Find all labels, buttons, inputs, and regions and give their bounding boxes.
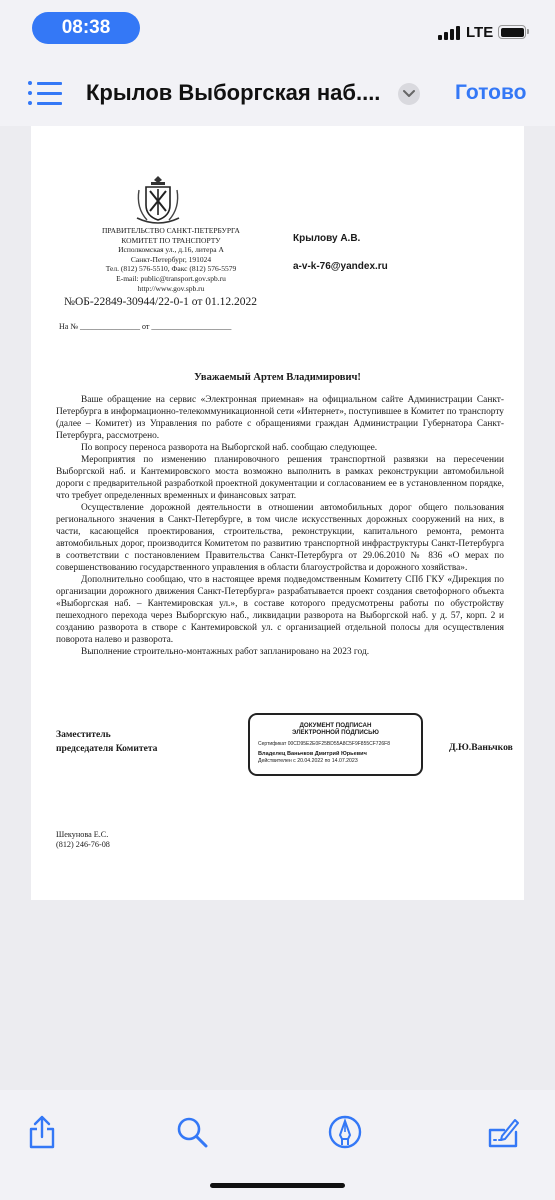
status-time: 08:38: [32, 12, 140, 44]
signatory-title: [56, 728, 157, 756]
signer-name: Д.Ю.Ваньчков: [449, 742, 513, 753]
list-icon[interactable]: [28, 80, 62, 106]
battery-icon: [498, 25, 526, 39]
registration-number: №ОБ-22849-30944/22-0-1 от 01.12.2022: [64, 296, 258, 308]
search-icon[interactable]: [172, 1112, 212, 1152]
navigation-bar: [0, 60, 555, 126]
paragraph: Дополнительно сообщаю, что в настоящее время подведомственным Комитету СПб ГКУ «Дирекция по организации дорожного движения Санкт-Петербурга» разрабатывается проект создания светофорного объекта «Выборгская наб. – Кантемировская ул.», в составе которого предусмотрены работы по обустройству пешеходного перехода через Выборгскую наб., ликвидации разворота на Выборгской наб. у д. 57, корп. 2 и созданию разворота в створе с Кантемировской ул. с организацией отдельной полосы для осуществления поворота налево и разворота.: [56, 575, 504, 645]
paragraph: Осуществление дорожной деятельности в отношении автомобильных дорог общего пользования регионального значения в Санкт-Петербурге, в том числе искусственных дорожных сооружений на них, в части, касающейся проектирования, строительства, реконструкции, капитального ремонта, ремонта автомобильных дорог, производится Комитетом по развитию транспортной инфраструктуры Санкт-Петербурга в соответствии с постановлением Правительства Санкт-Петербурга от 29.06.2010 № 836 «О мерах по совершенствованию государственного управления в области благоустройства и дорожного хозяйства».: [56, 503, 504, 573]
share-icon[interactable]: [22, 1112, 62, 1152]
electronic-signature-stamp: [248, 713, 423, 776]
signal-icon: [438, 26, 460, 40]
markup-icon[interactable]: [325, 1112, 365, 1152]
org-website: http://www.gov.spb.ru: [137, 283, 205, 293]
recipient-block: [293, 232, 388, 274]
home-indicator[interactable]: [210, 1183, 345, 1188]
executor-name: Шекунова Е.С.: [56, 830, 109, 839]
status-bar: [0, 0, 555, 60]
stamp-validity: Действителен с 20.04.2022 по 14.07.2023: [258, 758, 358, 764]
stamp-line2: ЭЛЕКТРОННОЙ ПОДПИСЬЮ: [292, 729, 379, 736]
paragraph: Ваше обращение на сервис «Электронная приемная» на официальном сайте Администрации Санкт-Петербурга в информационно-телекоммуникационной сети «Интернет», поступившее в Комитет по транспорту (далее – Комитет) из Управления по работе с обращениями граждан Администрации Губернатора Санкт-Петербурга, рассмотрено.: [56, 395, 504, 441]
coat-of-arms-icon: [134, 174, 182, 226]
reference-line: На № _______________ от ____________________: [59, 322, 232, 331]
done-button[interactable]: Готово: [455, 81, 527, 104]
chevron-down-icon[interactable]: [398, 83, 420, 105]
paragraph: Выполнение строительно-монтажных работ запланировано на 2023 год.: [81, 647, 370, 657]
paragraph: Мероприятия по изменению планировочного решения транспортной развязки на пересечении Выборгской наб. и Кантемировского моста возможно выполнить в рамках реконструкции автомобильной дороги с предварительной разработкой проектной документации и согласованием ее в установленном порядке, что требует определенных временных и финансовых затрат.: [56, 455, 504, 501]
org-name: ПРАВИТЕЛЬСТВО САНКТ-ПЕТЕРБУРГА: [102, 226, 240, 235]
org-city: Санкт-Петербург, 191024: [130, 254, 212, 264]
signature-icon[interactable]: [482, 1112, 522, 1152]
org-committee: КОМИТЕТ ПО ТРАНСПОРТУ: [121, 235, 221, 245]
stamp-owner: Владелец Ваньчков Дмитрий Юрьевич: [258, 751, 367, 757]
recipient-name: Крылову А.В.: [293, 233, 361, 244]
organization-header: [61, 226, 281, 293]
executor-block: [56, 830, 110, 850]
org-email: E-mail: public@transport.gov.spb.ru: [116, 273, 226, 283]
greeting: Уважаемый Артем Владимирович!: [194, 372, 361, 383]
letter-body: [56, 394, 504, 658]
recipient-email: a-v-k-76@yandex.ru: [293, 261, 388, 272]
stamp-certificate: Сертификат 00CD95E2E0F25BD55A8C5F9F855CF726F8: [258, 741, 390, 747]
signatory-title-line2: председателя Комитета: [56, 743, 158, 754]
org-phone: Тел. (812) 576-5510, Факс (812) 576-5579: [105, 264, 237, 274]
executor-phone: (812) 246-76-08: [56, 840, 110, 849]
network-type: LTE: [466, 24, 494, 41]
document-page: [31, 126, 524, 900]
stamp-line1: ДОКУМЕНТ ПОДПИСАН: [299, 722, 372, 729]
paragraph: По вопросу переноса разворота на Выборгской наб. сообщаю следующее.: [81, 443, 378, 453]
document-title[interactable]: Крылов Выборгская наб....: [86, 80, 381, 105]
org-address: Исполкомская ул., д.16, литера А: [118, 245, 224, 255]
signatory-title-line1: Заместитель: [56, 729, 111, 740]
